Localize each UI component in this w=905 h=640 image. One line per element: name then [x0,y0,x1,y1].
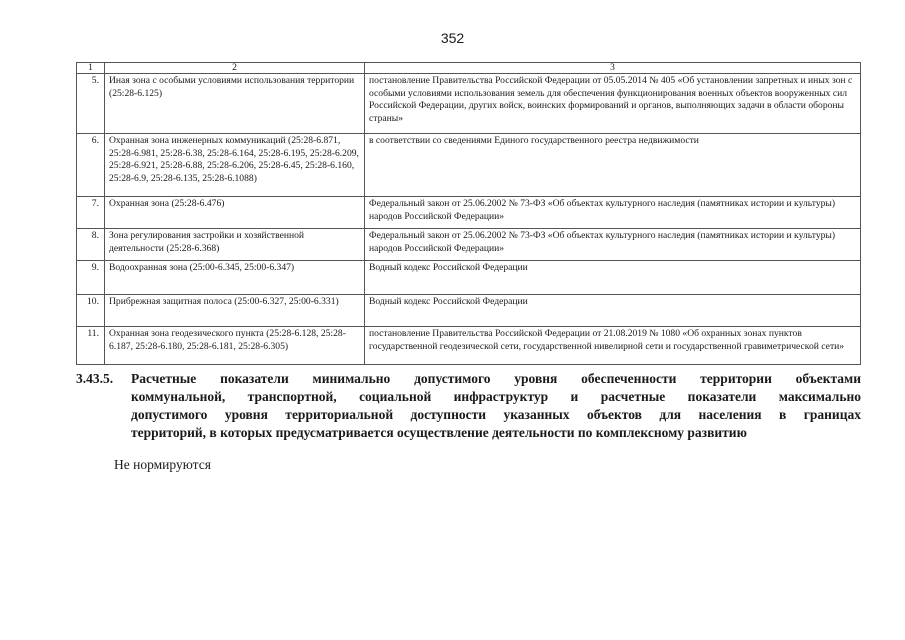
section-title-line [76,370,861,388]
zone-cell: Охранная зона инженерных коммуникаций (25:28-6.871, 25:28-6.981, 25:28-6.38, 25:28-6.164, 25:28-6.195, 25:28-6.209, 25:28-6.921, 25:28-6.88, 25:28-6.206, 25:28-6.45, 25:28-6.160, 25:28-6.9, 25:28-6.135, 25:28-6.1088) [105,134,365,197]
table-row [77,229,861,261]
row-number: 5. [77,74,105,134]
section-title-text: Расчетные показатели минимально допустимого уровня обеспеченности территории объектами [131,371,861,386]
basis-cell: Водный кодекс Российской Федерации [365,261,861,295]
zone-cell: Зона регулирования застройки и хозяйственной деятельности (25:28-6.368) [105,229,365,261]
basis-cell: Федеральный закон от 25.06.2002 № 73-ФЗ «Об объектах культурного наследия (памятниках истории и культуры) народов Российской Федерации» [365,197,861,229]
zone-cell: Охранная зона геодезического пункта (25:28-6.128, 25:28-6.187, 25:28-6.180, 25:28-6.181, 25:28-6.305) [105,327,365,365]
section-title-continuation [76,388,861,442]
table-header-cell: 1 [77,63,105,74]
table-row [77,74,861,134]
page-number: 352 [440,30,465,46]
section-heading [76,370,861,442]
table-row [77,327,861,365]
row-number: 11. [77,327,105,365]
basis-cell: Водный кодекс Российской Федерации [365,295,861,327]
row-number: 7. [77,197,105,229]
basis-cell: постановление Правительства Российской Федерации от 05.05.2014 № 405 «Об установлении запретных и иных зон с особыми условиями использования земель для обеспечения функционирования военных объектов вооруженных сил Российской Федерации, других войск, воинских формирований и органов, выполняющих задачи в области обороны страны» [365,74,861,134]
section-note: Не нормируются [114,457,211,472]
table-row [77,261,861,295]
row-number: 9. [77,261,105,295]
table-row [77,295,861,327]
row-number: 6. [77,134,105,197]
basis-cell: Федеральный закон от 25.06.2002 № 73-ФЗ «Об объектах культурного наследия (памятниках истории и культуры) народов Российской Федерации» [365,229,861,261]
table-row [77,197,861,229]
zone-cell: Прибрежная защитная полоса (25:00-6.327, 25:00-6.331) [105,295,365,327]
row-number: 8. [77,229,105,261]
zone-cell: Иная зона с особыми условиями использования территории (25:28-6.125) [105,74,365,134]
table-row [77,134,861,197]
section-title-line: коммунальной, транспортной, социальной инфраструктур и расчетные показатели максимально [131,389,861,404]
basis-cell: постановление Правительства Российской Федерации от 21.08.2019 № 1080 «Об охранных зонах пунктов государственной геодезической сети, государственной нивелирной сети и государственной гравиметрической сети» [365,327,861,365]
zone-cell: Водоохранная зона (25:00-6.345, 25:00-6.347) [105,261,365,295]
section-title-line: территорий, в которых предусматривается осуществление деятельности по комплексному развитию [131,425,747,440]
zone-cell: Охранная зона (25:28-6.476) [105,197,365,229]
zones-table [76,62,861,365]
section-number: 3.43.5. [76,371,114,386]
row-number: 10. [77,295,105,327]
table-header-row [77,63,861,74]
basis-cell: в соответствии со сведениями Единого государственного реестра недвижимости [365,134,861,197]
section-title-line: допустимого уровня территориальной доступности указанных объектов для населения в границах [131,407,861,422]
table-header-cell: 3 [365,63,861,74]
table-header-cell: 2 [105,63,365,74]
